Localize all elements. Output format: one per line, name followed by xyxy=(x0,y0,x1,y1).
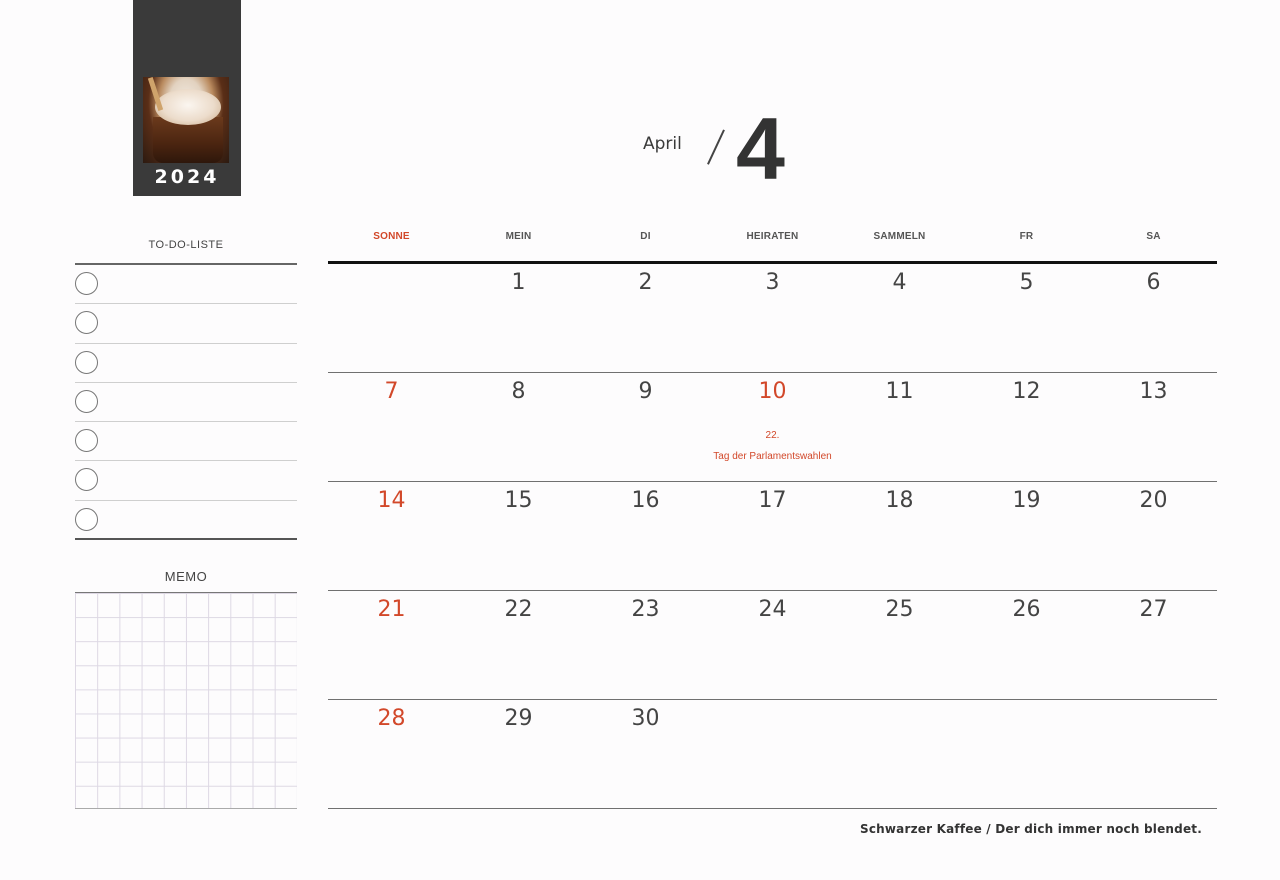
holiday-date: 22. xyxy=(765,430,780,441)
day-cell[interactable]: 5 xyxy=(1019,270,1034,295)
day-cell[interactable]: 17 xyxy=(758,488,787,513)
todo-checkbox[interactable] xyxy=(75,429,98,452)
todo-item xyxy=(75,422,297,461)
todo-item xyxy=(75,383,297,422)
memo-title: MEMO xyxy=(164,569,208,584)
todo-item xyxy=(75,501,297,540)
weekday-header xyxy=(328,231,1217,245)
day-cell[interactable]: 4 xyxy=(892,270,907,295)
todo-item xyxy=(75,265,297,304)
day-cell[interactable]: 23 xyxy=(631,597,660,622)
coffee-foam-shape xyxy=(155,89,221,125)
day-cell[interactable]: 25 xyxy=(885,597,914,622)
weekday-label: SAMMELN xyxy=(873,231,926,242)
day-cell[interactable]: 1 xyxy=(511,270,526,295)
todo-list xyxy=(75,265,297,540)
weekday-label: SA xyxy=(1146,231,1161,242)
year-label: 2024 xyxy=(154,166,220,188)
todo-checkbox[interactable] xyxy=(75,390,98,413)
day-cell[interactable]: 7 xyxy=(384,379,399,404)
day-cell[interactable]: 11 xyxy=(885,379,914,404)
week-row xyxy=(328,482,1217,591)
week-row xyxy=(328,700,1217,809)
todo-checkbox[interactable] xyxy=(75,508,98,531)
day-cell[interactable]: 26 xyxy=(1012,597,1041,622)
day-cell[interactable]: 6 xyxy=(1146,270,1161,295)
day-cell[interactable]: 12 xyxy=(1012,379,1041,404)
month-separator xyxy=(707,129,724,164)
day-cell[interactable]: 21 xyxy=(377,597,406,622)
day-cell[interactable]: 10 xyxy=(758,379,787,404)
coffee-photo xyxy=(143,77,229,163)
todo-item xyxy=(75,344,297,383)
week-row xyxy=(328,264,1217,373)
day-cell[interactable]: 19 xyxy=(1012,488,1041,513)
memo-grid xyxy=(75,592,297,809)
month-name: April xyxy=(643,134,682,154)
holiday-name: Tag der Parlamentswahlen xyxy=(713,451,832,462)
weekday-label: MEIN xyxy=(505,231,532,242)
todo-checkbox[interactable] xyxy=(75,272,98,295)
week-row xyxy=(328,373,1217,482)
day-cell[interactable]: 29 xyxy=(504,706,533,731)
weekday-label: SONNE xyxy=(373,231,410,242)
day-cell[interactable]: 27 xyxy=(1139,597,1168,622)
month-number: 4 xyxy=(736,99,785,198)
week-row xyxy=(328,591,1217,700)
todo-checkbox[interactable] xyxy=(75,311,98,334)
day-cell[interactable]: 22 xyxy=(504,597,533,622)
day-cell[interactable]: 30 xyxy=(631,706,660,731)
todo-checkbox[interactable] xyxy=(75,351,98,374)
day-cell[interactable]: 20 xyxy=(1139,488,1168,513)
weekday-label: DI xyxy=(640,231,651,242)
weekday-label: FR xyxy=(1019,231,1034,242)
todo-title: TO-DO-LISTE xyxy=(148,239,224,251)
todo-item xyxy=(75,304,297,343)
year-tab xyxy=(133,0,241,196)
day-cell[interactable]: 9 xyxy=(638,379,653,404)
day-cell[interactable]: 24 xyxy=(758,597,787,622)
day-cell[interactable]: 14 xyxy=(377,488,406,513)
day-cell[interactable]: 13 xyxy=(1139,379,1168,404)
day-cell[interactable]: 28 xyxy=(377,706,406,731)
day-cell[interactable]: 3 xyxy=(765,270,780,295)
day-cell[interactable]: 8 xyxy=(511,379,526,404)
day-cell[interactable]: 2 xyxy=(638,270,653,295)
day-cell[interactable]: 16 xyxy=(631,488,660,513)
footer-caption: Schwarzer Kaffee / Der dich immer noch blendet. xyxy=(860,822,1202,836)
todo-item xyxy=(75,461,297,500)
weekday-label: HEIRATEN xyxy=(746,231,799,242)
day-cell[interactable]: 15 xyxy=(504,488,533,513)
day-cell[interactable]: 18 xyxy=(885,488,914,513)
calendar-grid xyxy=(328,264,1217,809)
todo-checkbox[interactable] xyxy=(75,468,98,491)
